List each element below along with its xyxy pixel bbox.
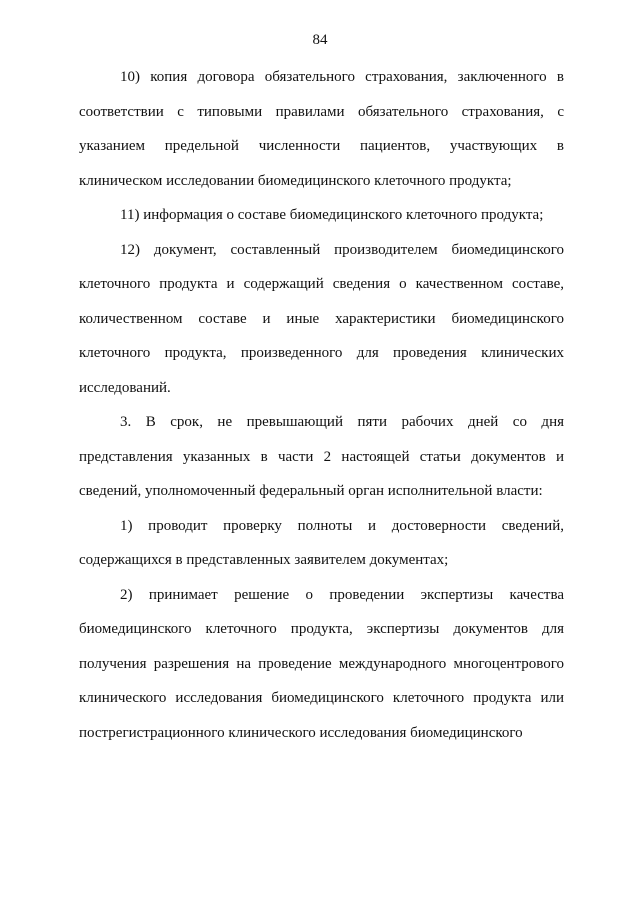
document-body [79, 60, 564, 750]
paragraph-item-11: 11) информация о составе биомедицинского клеточного продукта; [120, 207, 544, 223]
page-number: 84 [312, 32, 328, 48]
paragraph-subitem-1: 1) проводит проверку полноты и достоверности сведений, содержащихся в представленных заявителем документах; [79, 517, 564, 568]
paragraph-subitem-2: 2) принимает решение о проведении экспертизы качества биомедицинского клеточного продукта, экспертизы документов для получения разрешения на проведение международного многоцентрового клинического исследования биомедицинского клеточного продукта или пострегистрационного клинического исследования биомедицинского [79, 586, 564, 741]
paragraph-item-10: 10) копия договора обязательного страхования, заключенного в соответствии с типовыми правилами обязательного страхования, с указанием предельной численности пациентов, участвующих в клиническом исследовании биомедицинского клеточного продукта; [79, 69, 564, 189]
paragraph-section-3: 3. В срок, не превышающий пяти рабочих дней со дня представления указанных в части 2 настоящей статьи документов и сведений, уполномоченный федеральный орган исполнительной власти: [79, 414, 564, 499]
paragraph-item-12: 12) документ, составленный производителем биомедицинского клеточного продукта и содержащий сведения о качественном составе, количественном составе и иные характеристики биомедицинского клеточного продукта, произведенного для проведения клинических исследований. [79, 241, 564, 396]
